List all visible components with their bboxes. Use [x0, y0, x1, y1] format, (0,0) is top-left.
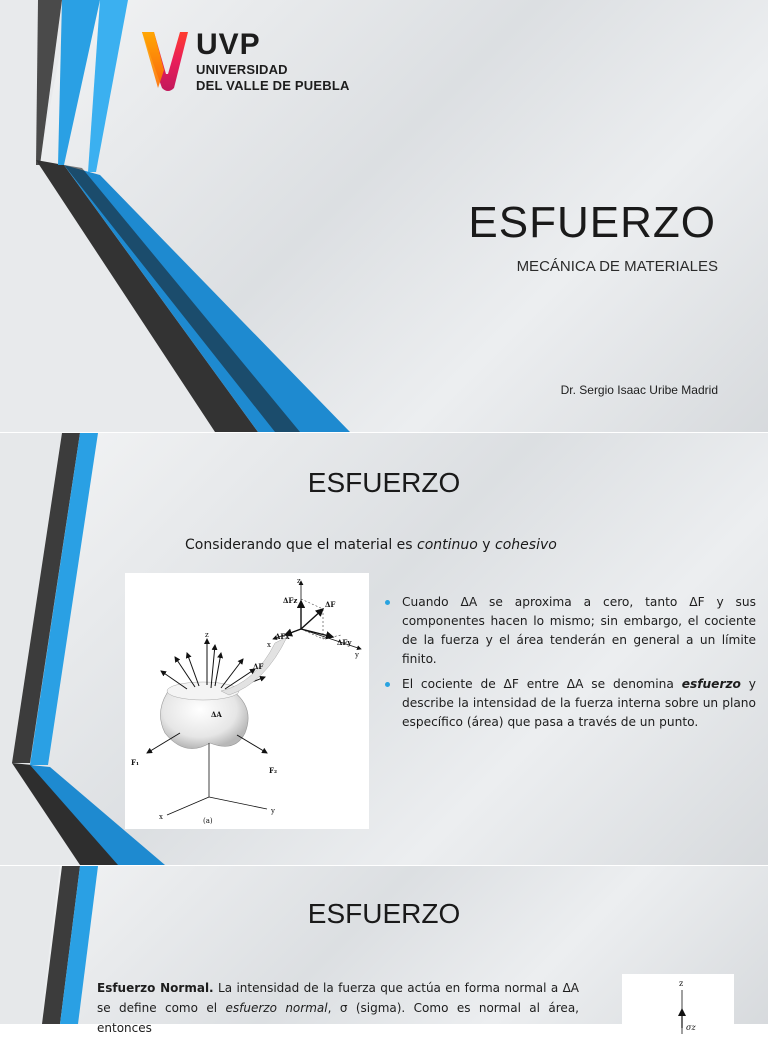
para-text-1: La intensidad de la fuerza que actúa en forma normal a ΔA se define como el	[97, 981, 579, 1015]
bullet-item-2	[384, 675, 756, 732]
fig-label-dFy: ΔFy	[337, 638, 352, 647]
fig-label-x: x	[159, 813, 163, 821]
fig-label-z: z	[205, 631, 209, 639]
bullet-text-1: Cuando ΔA se aproxima a cero, tanto ΔF y sus componentes hacen lo mismo; sin embargo, el cociente de la fuerza y el área tenderán en general a un límite finito.	[402, 595, 756, 666]
logo-wordmark: UVP	[196, 28, 261, 61]
uvp-logo	[140, 28, 360, 98]
intro-emphasis-continuo: continuo	[417, 537, 478, 553]
stress-figure	[125, 573, 369, 829]
fig-label-z-top: z	[297, 577, 301, 585]
normal-stress-figure	[622, 974, 734, 1034]
fig-label-dF: ΔF	[253, 662, 264, 671]
para-emphasis: esfuerzo normal	[225, 1001, 328, 1015]
fig3-label-z: z	[679, 979, 684, 988]
bullet-text-2b: y describe la intensidad de la fuerza interna sobre un plano específico (área) que pasa a través de un punto.	[402, 677, 756, 729]
normal-stress-paragraph	[97, 978, 579, 1038]
bullet-emphasis-esfuerzo: esfuerzo	[681, 677, 741, 691]
fig-label-dFz: ΔFz	[283, 596, 298, 605]
author-name: Dr. Sergio Isaac Uribe Madrid	[560, 383, 718, 397]
term-esfuerzo-normal: Esfuerzo Normal.	[97, 981, 214, 995]
content-slide-3	[0, 866, 768, 1035]
bullet-list	[384, 593, 756, 738]
fig-caption: (a)	[203, 817, 213, 825]
fig-label-F2: F₂	[269, 766, 278, 775]
intro-emphasis-cohesivo: cohesivo	[495, 537, 557, 553]
fig-label-dF-magnified: ΔF	[325, 600, 336, 609]
stress-diagram	[125, 573, 369, 829]
content-slide-2	[0, 433, 768, 865]
main-title: ESFUERZO	[468, 198, 716, 247]
title-slide	[0, 0, 768, 432]
fig-label-y-top: y	[355, 651, 359, 659]
fig-label-F1: F₁	[131, 758, 140, 767]
bullet-item-1	[384, 593, 756, 669]
fig-label-y: y	[271, 807, 275, 815]
fig-label-x-top: x	[267, 641, 271, 649]
normal-stress-diagram	[622, 974, 734, 1034]
fig3-label-sigma: σz	[686, 1023, 696, 1032]
uvp-logo-mark-icon	[140, 30, 190, 96]
intro-text-2: y	[477, 537, 496, 553]
logo-line-2: DEL VALLE DE PUEBLA	[196, 78, 350, 93]
main-subtitle: MECÁNICA DE MATERIALES	[516, 258, 718, 275]
fig-label-dA: ΔA	[211, 710, 222, 719]
bullet-text-2a: El cociente de ΔF entre ΔA se denomina	[402, 677, 682, 691]
intro-text: Considerando que el material es	[185, 537, 418, 553]
para-text-2: , σ (sigma). Como es normal al área, entonces	[97, 1001, 579, 1035]
intro-line	[185, 537, 557, 553]
logo-line-1: UNIVERSIDAD	[196, 62, 288, 77]
fig-label-dFx: ΔFx	[275, 632, 290, 641]
slide-title: ESFUERZO	[307, 898, 461, 929]
slide-title: ESFUERZO	[307, 467, 461, 498]
